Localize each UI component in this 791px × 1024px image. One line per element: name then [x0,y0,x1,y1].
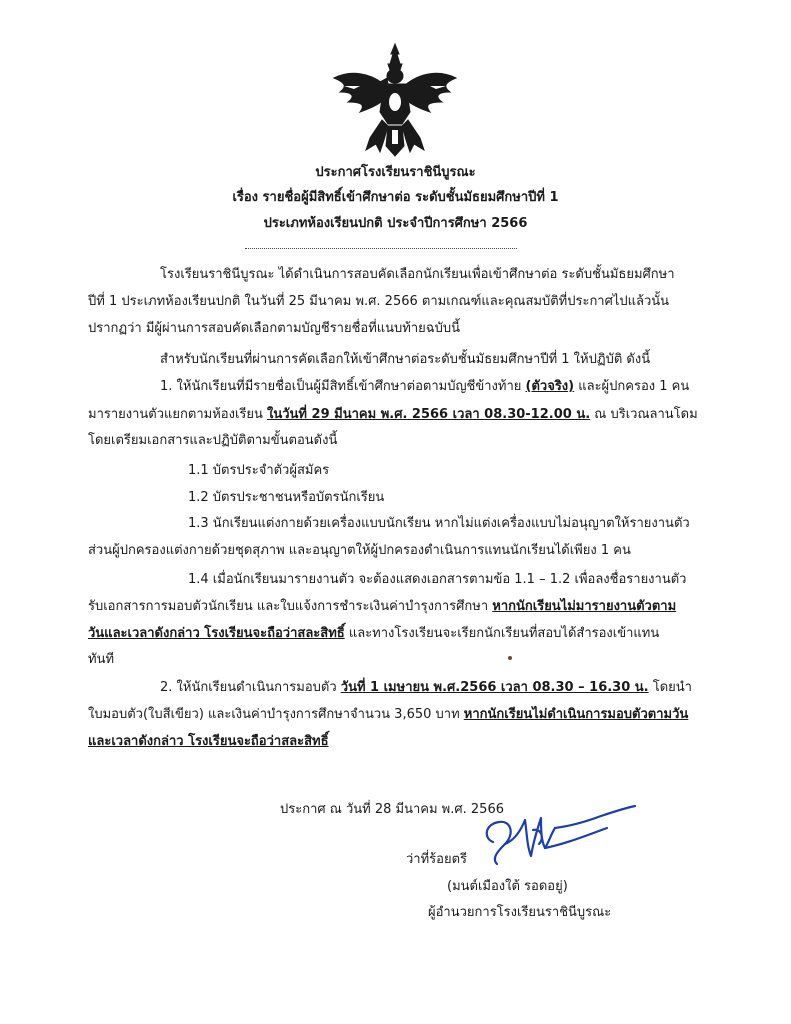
announcement-subject: เรื่อง รายชื่อผู้มีสิทธิ์เข้าศึกษาต่อ ระดับชั้นมัธยมศึกษาปีที่ 1 [232,190,559,205]
sub-item-1-4-line-2 [88,598,676,616]
forfeit-warning-1a: หากนักเรียนไม่มารายงานตัวตาม [492,599,677,614]
intro-line-2: ปีที่ 1 ประเภทห้องเรียนปกติ ในวันที่ 25 มีนาคม พ.ศ. 2566 ตามเกณฑ์และคุณสมบัติที่ประกาศไปแล้วนั้น [88,294,670,309]
forfeit-warning-2a: หากนักเรียนไม่ดำเนินการมอบตัวตามวัน [463,707,689,722]
item2-line-1-tail: โดยนำ [648,680,692,695]
garuda-emblem [330,42,460,158]
sub-item-1-4-line-3-tail: และทางโรงเรียนจะเรียกนักเรียนที่สอบได้สำรองเข้าแทน [344,626,660,641]
item1-line-2 [88,406,698,424]
item2-line-2 [88,706,688,724]
item2-line-1 [160,679,692,697]
item1-line-1 [160,378,689,396]
signatory-position: ผู้อำนวยการโรงเรียนราชินีบูรณะ [428,905,612,920]
item1-line-2-tail: ณ บริเวณลานโดม [590,407,698,422]
sub-item-1-4-line-2-text: รับเอกสารการมอบตัวนักเรียน และใบแจ้งการชำระเงินค่าบำรุงการศึกษา [88,599,493,614]
sub-item-1-4-line-1: 1.4 เมื่อนักเรียนมารายงานตัว จะต้องแสดงเอกสารตามข้อ 1.1 – 1.2 เพื่อลงชื่อรายงานตัว [188,572,687,587]
sub-item-1-1: 1.1 บัตรประจำตัวผู้สมัคร [188,463,330,478]
scan-speck [508,656,512,660]
item2-line-1-text: 2. ให้นักเรียนดำเนินการมอบตัว [160,680,341,695]
enrollment-date-time: วันที่ 1 เมษายน พ.ศ.2566 เวลา 08.30 – 16.30 น. [340,680,649,695]
intro-line-4: สำหรับนักเรียนที่ผ่านการคัดเลือกให้เข้าศึกษาต่อระดับชั้นมัธยมศึกษาปีที่ 1 ให้ปฏิบัติ ดังนี้ [160,352,651,367]
intro-line-1: โรงเรียนราชินีบูรณะ ได้ดำเนินการสอบคัดเลือกนักเรียนเพื่อเข้าศึกษาต่อ ระดับชั้นมัธยมศึกษา [160,267,675,282]
original-copy-note: (ตัวจริง) [525,379,575,394]
announcement-subtitle: ประเภทห้องเรียนปกติ ประจำปีการศึกษา 2566 [263,216,528,231]
forfeit-warning-1b: วันและเวลาดังกล่าว โรงเรียนจะถือว่าสละสิทธิ์ [88,626,345,641]
announcement-date: ประกาศ ณ วันที่ 28 มีนาคม พ.ศ. 2566 [280,802,504,817]
report-date-time: ในวันที่ 29 มีนาคม พ.ศ. 2566 เวลา 08.30-12.00 น. [267,407,591,422]
forfeit-warning-2b: และเวลาดังกล่าว โรงเรียนจะถือว่าสละสิทธิ์ [88,734,329,749]
item1-line-1-tail: และผู้ปกครอง 1 คน [574,379,690,394]
item1-line-3: โดยเตรียมเอกสารและปฏิบัติตามขั้นตอนดังนี้ [88,433,338,448]
item1-line-1-text: 1. ให้นักเรียนที่มีรายชื่อเป็นผู้มีสิทธิ์เข้าศึกษาต่อตามบัญชีข้างท้าย [160,379,526,394]
sub-item-1-4-line-3 [88,625,659,643]
sub-item-1-3-line-1: 1.3 นักเรียนแต่งกายด้วยเครื่องแบบนักเรียน หากไม่แต่งเครื่องแบบไม่อนุญาตให้รายงานตัว [188,516,690,531]
sub-item-1-4-line-4: ทันที [88,652,115,667]
signatory-name: (มนต์เมืองใต้ รอดอยู่) [447,879,568,894]
signatory-rank: ว่าที่ร้อยตรี [406,852,468,867]
dotted-divider [245,248,517,249]
item2-line-2-text: ใบมอบตัว(ใบสีเขียว) และเงินค่าบำรุงการศึกษาจำนวน 3,650 บาท [88,707,464,722]
sub-item-1-2: 1.2 บัตรประชาชนหรือบัตรนักเรียน [188,490,385,505]
item1-line-2-text: มารายงานตัวแยกตามห้องเรียน [88,407,268,422]
announcement-title: ประกาศโรงเรียนราชินีบูรณะ [315,165,476,180]
intro-line-3: ปรากฏว่า มีผู้ผ่านการสอบคัดเลือกตามบัญชีรายชื่อที่แนบท้ายฉบับนี้ [88,321,461,336]
sub-item-1-3-line-2: ส่วนผู้ปกครองแต่งกายด้วยชุดสุภาพ และอนุญาตให้ผู้ปกครองดำเนินการแทนนักเรียนได้เพียง 1 คน [88,543,631,558]
signature-image [475,800,645,875]
